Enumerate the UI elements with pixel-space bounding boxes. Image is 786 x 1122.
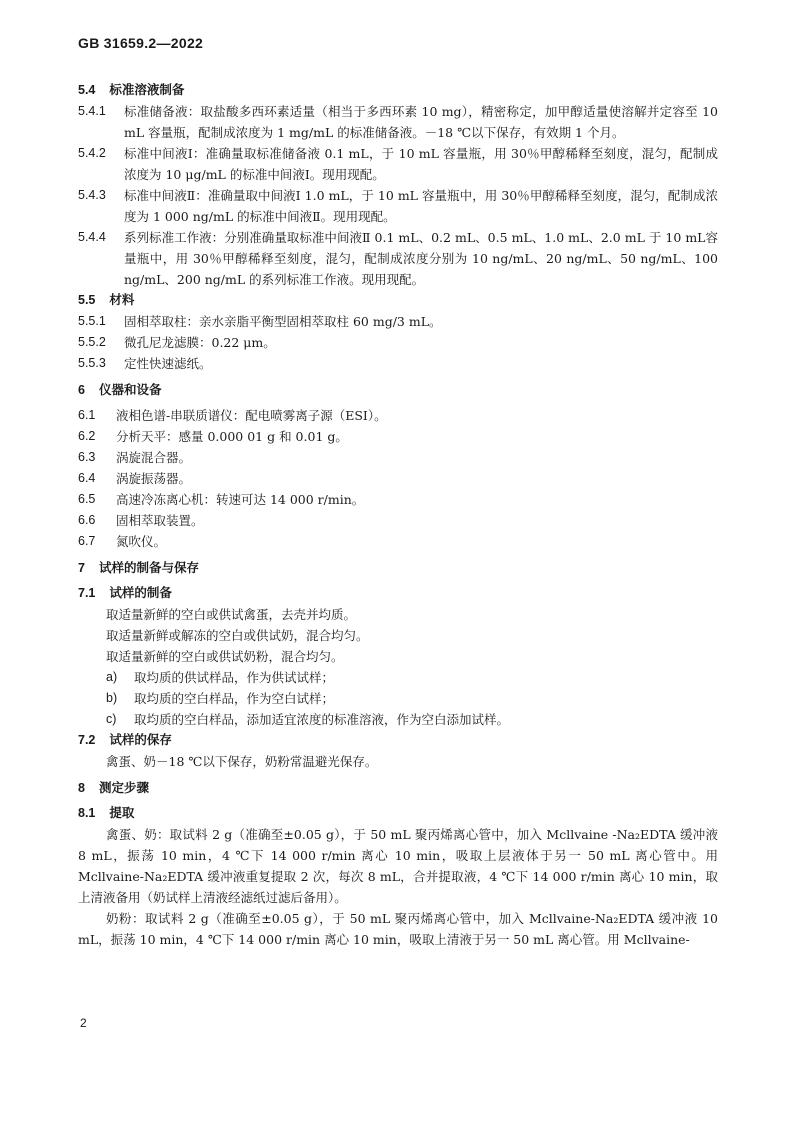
section-number: 7.1 — [78, 586, 96, 600]
chapter-heading-8 — [78, 778, 718, 799]
clause-text: 涡旋混合器。 — [116, 450, 192, 465]
section-title: 标准溶液制备 — [109, 83, 185, 97]
paragraph: 取适量新鲜的空白或供试禽蛋，去壳并均质。 — [106, 607, 357, 622]
section-title: 试样的制备 — [109, 586, 172, 600]
list-marker: a) — [106, 670, 118, 684]
clause-number: 6.2 — [78, 429, 96, 443]
section-heading-7-2 — [78, 730, 718, 751]
clause-text: 标准储备液：取盐酸多西环素适量（相当于多西环素 10 mg），精密称定，加甲醇适量使溶解并定容至 10 mL 容量瓶，配制成浓度为 1 mg/mL 的标准储备液。－18 ℃以下保存，有效期 1 个月。 — [124, 104, 718, 140]
clause-text: 系列标准工作液：分别准确量取标准中间液Ⅱ 0.1 mL、0.2 mL、0.5 mL、1.0 mL、2.0 mL 于 10 mL容量瓶中，用 30％甲醇稀释至刻度，混匀，配制成浓度分别为 10 ng/mL、20 ng/mL、50 ng/mL、100 ng/mL、200 ng/mL 的系列标准工作液。现用现配。 — [124, 230, 718, 287]
section-title: 试样的保存 — [109, 733, 172, 747]
section-title: 提取 — [109, 806, 135, 820]
clause-5-4-4 — [78, 227, 718, 290]
section-title: 材料 — [109, 293, 135, 307]
clause-number: 6.3 — [78, 450, 96, 464]
clause-5-4-3 — [78, 185, 718, 227]
clause-6-2 — [78, 426, 718, 447]
clause-text: 氮吹仪。 — [116, 534, 167, 549]
clause-text: 标准中间液Ⅱ：准确量取中间液Ⅰ 1.0 mL，于 10 mL 容量瓶中，用 30％甲醇稀释至刻度，混匀，配制成浓度为 1 000 ng/mL 的标准中间液Ⅱ。现用现配。 — [124, 188, 718, 224]
clause-text: 定性快速滤纸。 — [124, 356, 212, 371]
section-heading-5-5 — [78, 290, 718, 311]
clause-5-5-1 — [78, 311, 718, 332]
paragraph: 奶粉：取试料 2 g（准确至±0.05 g），于 50 mL 聚丙烯离心管中，加入 Mcllvaine-Na₂EDTA 缓冲液 10 mL，振荡 10 min，4 ℃下 14 000 r/min 离心 10 min，吸取上清液于另一 50 mL 离心管。用 Mcllvaine- — [78, 911, 718, 947]
chapter-title: 测定步骤 — [98, 781, 149, 795]
section-number: 5.5 — [78, 293, 96, 307]
section-heading-7-1 — [78, 583, 718, 604]
list-text: 取均质的空白样品，作为空白试样； — [134, 691, 335, 706]
clause-6-3 — [78, 447, 718, 468]
clause-text: 涡旋振荡器。 — [116, 471, 192, 486]
chapter-heading-6 — [78, 380, 718, 401]
section-number: 7.2 — [78, 733, 96, 747]
chapter-title: 试样的制备与保存 — [98, 561, 199, 575]
section-heading-5-4 — [78, 80, 718, 101]
clause-number: 6.7 — [78, 534, 96, 548]
clause-number: 5.4.3 — [78, 188, 106, 202]
chapter-title: 仪器和设备 — [98, 383, 162, 397]
clause-text: 液相色谱-串联质谱仪：配电喷雾离子源（ESI）。 — [116, 408, 387, 423]
section-heading-8-1 — [78, 803, 718, 824]
section-number: 8.1 — [78, 806, 96, 820]
document-body — [78, 80, 718, 950]
chapter-number: 6 — [78, 383, 85, 397]
clause-text: 固相萃取柱：亲水亲脂平衡型固相萃取柱 60 mg/3 mL。 — [124, 314, 442, 329]
clause-text: 标准中间液Ⅰ：准确量取标准储备液 0.1 mL，于 10 mL 容量瓶，用 30％甲醇稀释至刻度，混匀，配制成浓度为 10 μg/mL 的标准中间液Ⅰ。现用现配。 — [124, 146, 718, 182]
clause-6-5 — [78, 489, 718, 510]
list-item — [78, 709, 718, 730]
section-number: 5.4 — [78, 83, 96, 97]
list-text: 取均质的供试样品，作为供试试样； — [134, 670, 335, 685]
standard-code: GB 31659.2—2022 — [78, 35, 204, 51]
list-marker: c) — [106, 712, 117, 726]
clause-number: 5.4.2 — [78, 146, 106, 160]
clause-number: 5.5.2 — [78, 335, 106, 349]
clause-text: 分析天平：感量 0.000 01 g 和 0.01 g。 — [116, 429, 348, 444]
list-item — [78, 688, 718, 709]
clause-6-1 — [78, 405, 718, 426]
clause-6-4 — [78, 468, 718, 489]
clause-6-7 — [78, 531, 718, 552]
paragraph: 禽蛋、奶－18 ℃以下保存，奶粉常温避光保存。 — [106, 754, 378, 769]
clause-number: 5.4.4 — [78, 230, 106, 244]
clause-number: 5.5.1 — [78, 314, 106, 328]
page-number: 2 — [80, 1016, 87, 1030]
clause-text: 高速冷冻离心机：转速可达 14 000 r/min。 — [116, 492, 365, 507]
clause-5-4-2 — [78, 143, 718, 185]
clause-number: 6.6 — [78, 513, 96, 527]
clause-5-5-2 — [78, 332, 718, 353]
clause-text: 微孔尼龙滤膜：0.22 μm。 — [124, 335, 276, 350]
clause-number: 5.4.1 — [78, 104, 106, 118]
chapter-number: 7 — [78, 561, 85, 575]
clause-number: 5.5.3 — [78, 356, 106, 370]
clause-text: 固相萃取装置。 — [116, 513, 204, 528]
clause-number: 6.1 — [78, 408, 96, 422]
paragraph: 取适量新鲜的空白或供试奶粉，混合均匀。 — [106, 649, 344, 664]
list-item — [78, 667, 718, 688]
clause-5-5-3 — [78, 353, 718, 374]
list-marker: b) — [106, 691, 118, 705]
chapter-heading-7 — [78, 558, 718, 579]
list-text: 取均质的空白样品，添加适宜浓度的标准溶液，作为空白添加试样。 — [134, 712, 510, 727]
clause-number: 6.4 — [78, 471, 96, 485]
paragraph: 取适量新鲜或解冻的空白或供试奶，混合均匀。 — [106, 628, 369, 643]
paragraph: 禽蛋、奶：取试料 2 g（准确至±0.05 g），于 50 mL 聚丙烯离心管中，加入 Mcllvaine -Na₂EDTA 缓冲液 8 mL，振荡 10 min，4 ℃下 14 000 r/min 离心 10 min，吸取上层液体于另一 50 mL 离心管中。用 Mcllvaine-Na₂EDTA 缓冲液重复提取 2 次，每次 8 mL，合并提取液，4 ℃下 14 000 r/min 离心 10 min，取上清液备用（奶试样上清液经滤纸过滤后备用）。 — [78, 827, 718, 905]
chapter-number: 8 — [78, 781, 85, 795]
clause-number: 6.5 — [78, 492, 96, 506]
clause-5-4-1 — [78, 101, 718, 143]
clause-6-6 — [78, 510, 718, 531]
